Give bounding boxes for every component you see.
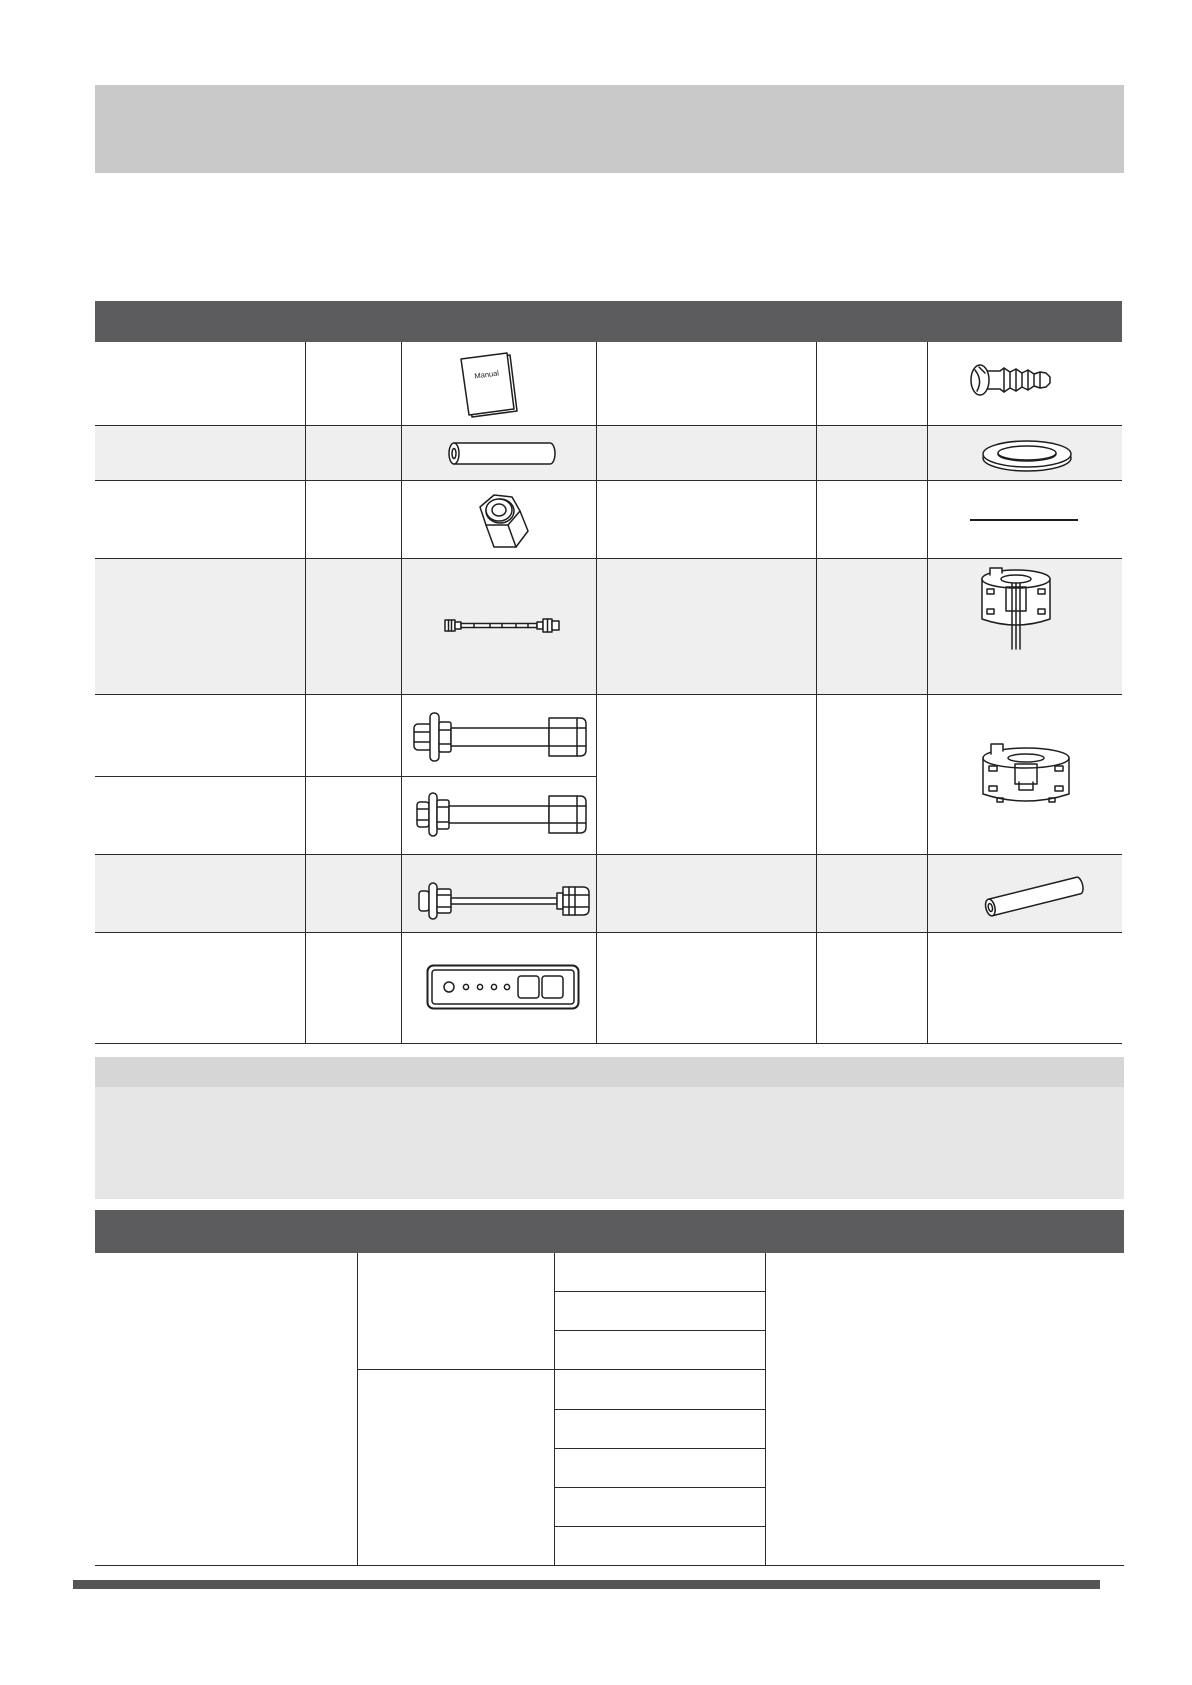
item-name-cell	[95, 342, 306, 426]
item-name-cell	[597, 559, 817, 695]
spec-group-cell	[358, 1253, 555, 1370]
spec-item-cell	[555, 1292, 766, 1331]
magnetic-ring-icon	[979, 742, 1073, 809]
spec-value-cell	[766, 1253, 1124, 1566]
item-name-cell	[95, 777, 306, 855]
item-qty-cell	[817, 559, 928, 695]
accessories-section-bar	[95, 301, 1122, 342]
item-name-cell	[95, 426, 306, 481]
protective-sleeve-icon	[981, 873, 1088, 920]
item-name-cell	[597, 342, 817, 426]
drain-joint-icon	[968, 361, 1052, 399]
display-panel-icon	[426, 964, 580, 1010]
item-qty-cell	[817, 481, 928, 559]
item-qty-cell	[306, 855, 402, 933]
spec-group-cell	[358, 1370, 555, 1566]
insulation-tube-icon	[448, 441, 557, 466]
item-name-cell	[95, 481, 306, 559]
item-qty-cell	[306, 342, 402, 426]
spec-item-cell	[555, 1370, 766, 1409]
item-qty-cell	[306, 559, 402, 695]
item-name-cell	[95, 855, 306, 933]
item-qty-cell	[817, 426, 928, 481]
page-title-band	[95, 85, 1124, 173]
item-qty-cell	[817, 933, 928, 1044]
item-name-cell	[597, 855, 817, 933]
spec-item-cell	[555, 1488, 766, 1527]
item-qty-cell	[306, 481, 402, 559]
accessories-table	[95, 342, 1122, 1044]
note-box-header	[95, 1057, 1124, 1087]
flare-nut-icon	[474, 491, 529, 552]
transfer-joint-large-icon	[412, 710, 591, 764]
item-name-cell	[597, 481, 817, 559]
item-name-cell	[597, 426, 817, 481]
connecting-pipe-icon	[444, 617, 561, 634]
manual-booklet-icon	[455, 352, 523, 419]
item-name-cell	[95, 559, 306, 695]
item-qty-cell	[817, 342, 928, 426]
item-name-cell	[95, 933, 306, 1044]
manual-cover-text: Manual	[473, 368, 500, 381]
spec-item-cell	[555, 1449, 766, 1488]
item-qty-cell	[306, 777, 402, 855]
spec-label-cell	[95, 1253, 358, 1566]
spec-item-cell	[555, 1527, 766, 1566]
item-qty-cell	[817, 695, 928, 855]
spec-item-cell	[555, 1331, 766, 1370]
item-figure-cell	[928, 933, 1122, 1044]
spec-table	[95, 1253, 1124, 1566]
line-mark-icon	[970, 519, 1078, 521]
item-qty-cell	[306, 695, 402, 777]
item-qty-cell	[817, 855, 928, 933]
item-name-cell	[597, 695, 817, 855]
spec-item-cell	[555, 1410, 766, 1449]
spec-section-bar	[95, 1210, 1124, 1253]
footer-rule	[73, 1580, 1100, 1589]
seal-ring-icon	[981, 439, 1073, 473]
item-name-cell	[597, 933, 817, 1044]
magnetic-ring-wired-icon	[978, 565, 1054, 651]
item-qty-cell	[306, 933, 402, 1044]
transfer-joint-slim-icon	[417, 879, 594, 923]
item-qty-cell	[306, 426, 402, 481]
note-box-body	[95, 1087, 1124, 1199]
item-name-cell	[95, 695, 306, 777]
transfer-joint-icon	[415, 789, 591, 840]
spec-item-cell	[555, 1253, 766, 1292]
